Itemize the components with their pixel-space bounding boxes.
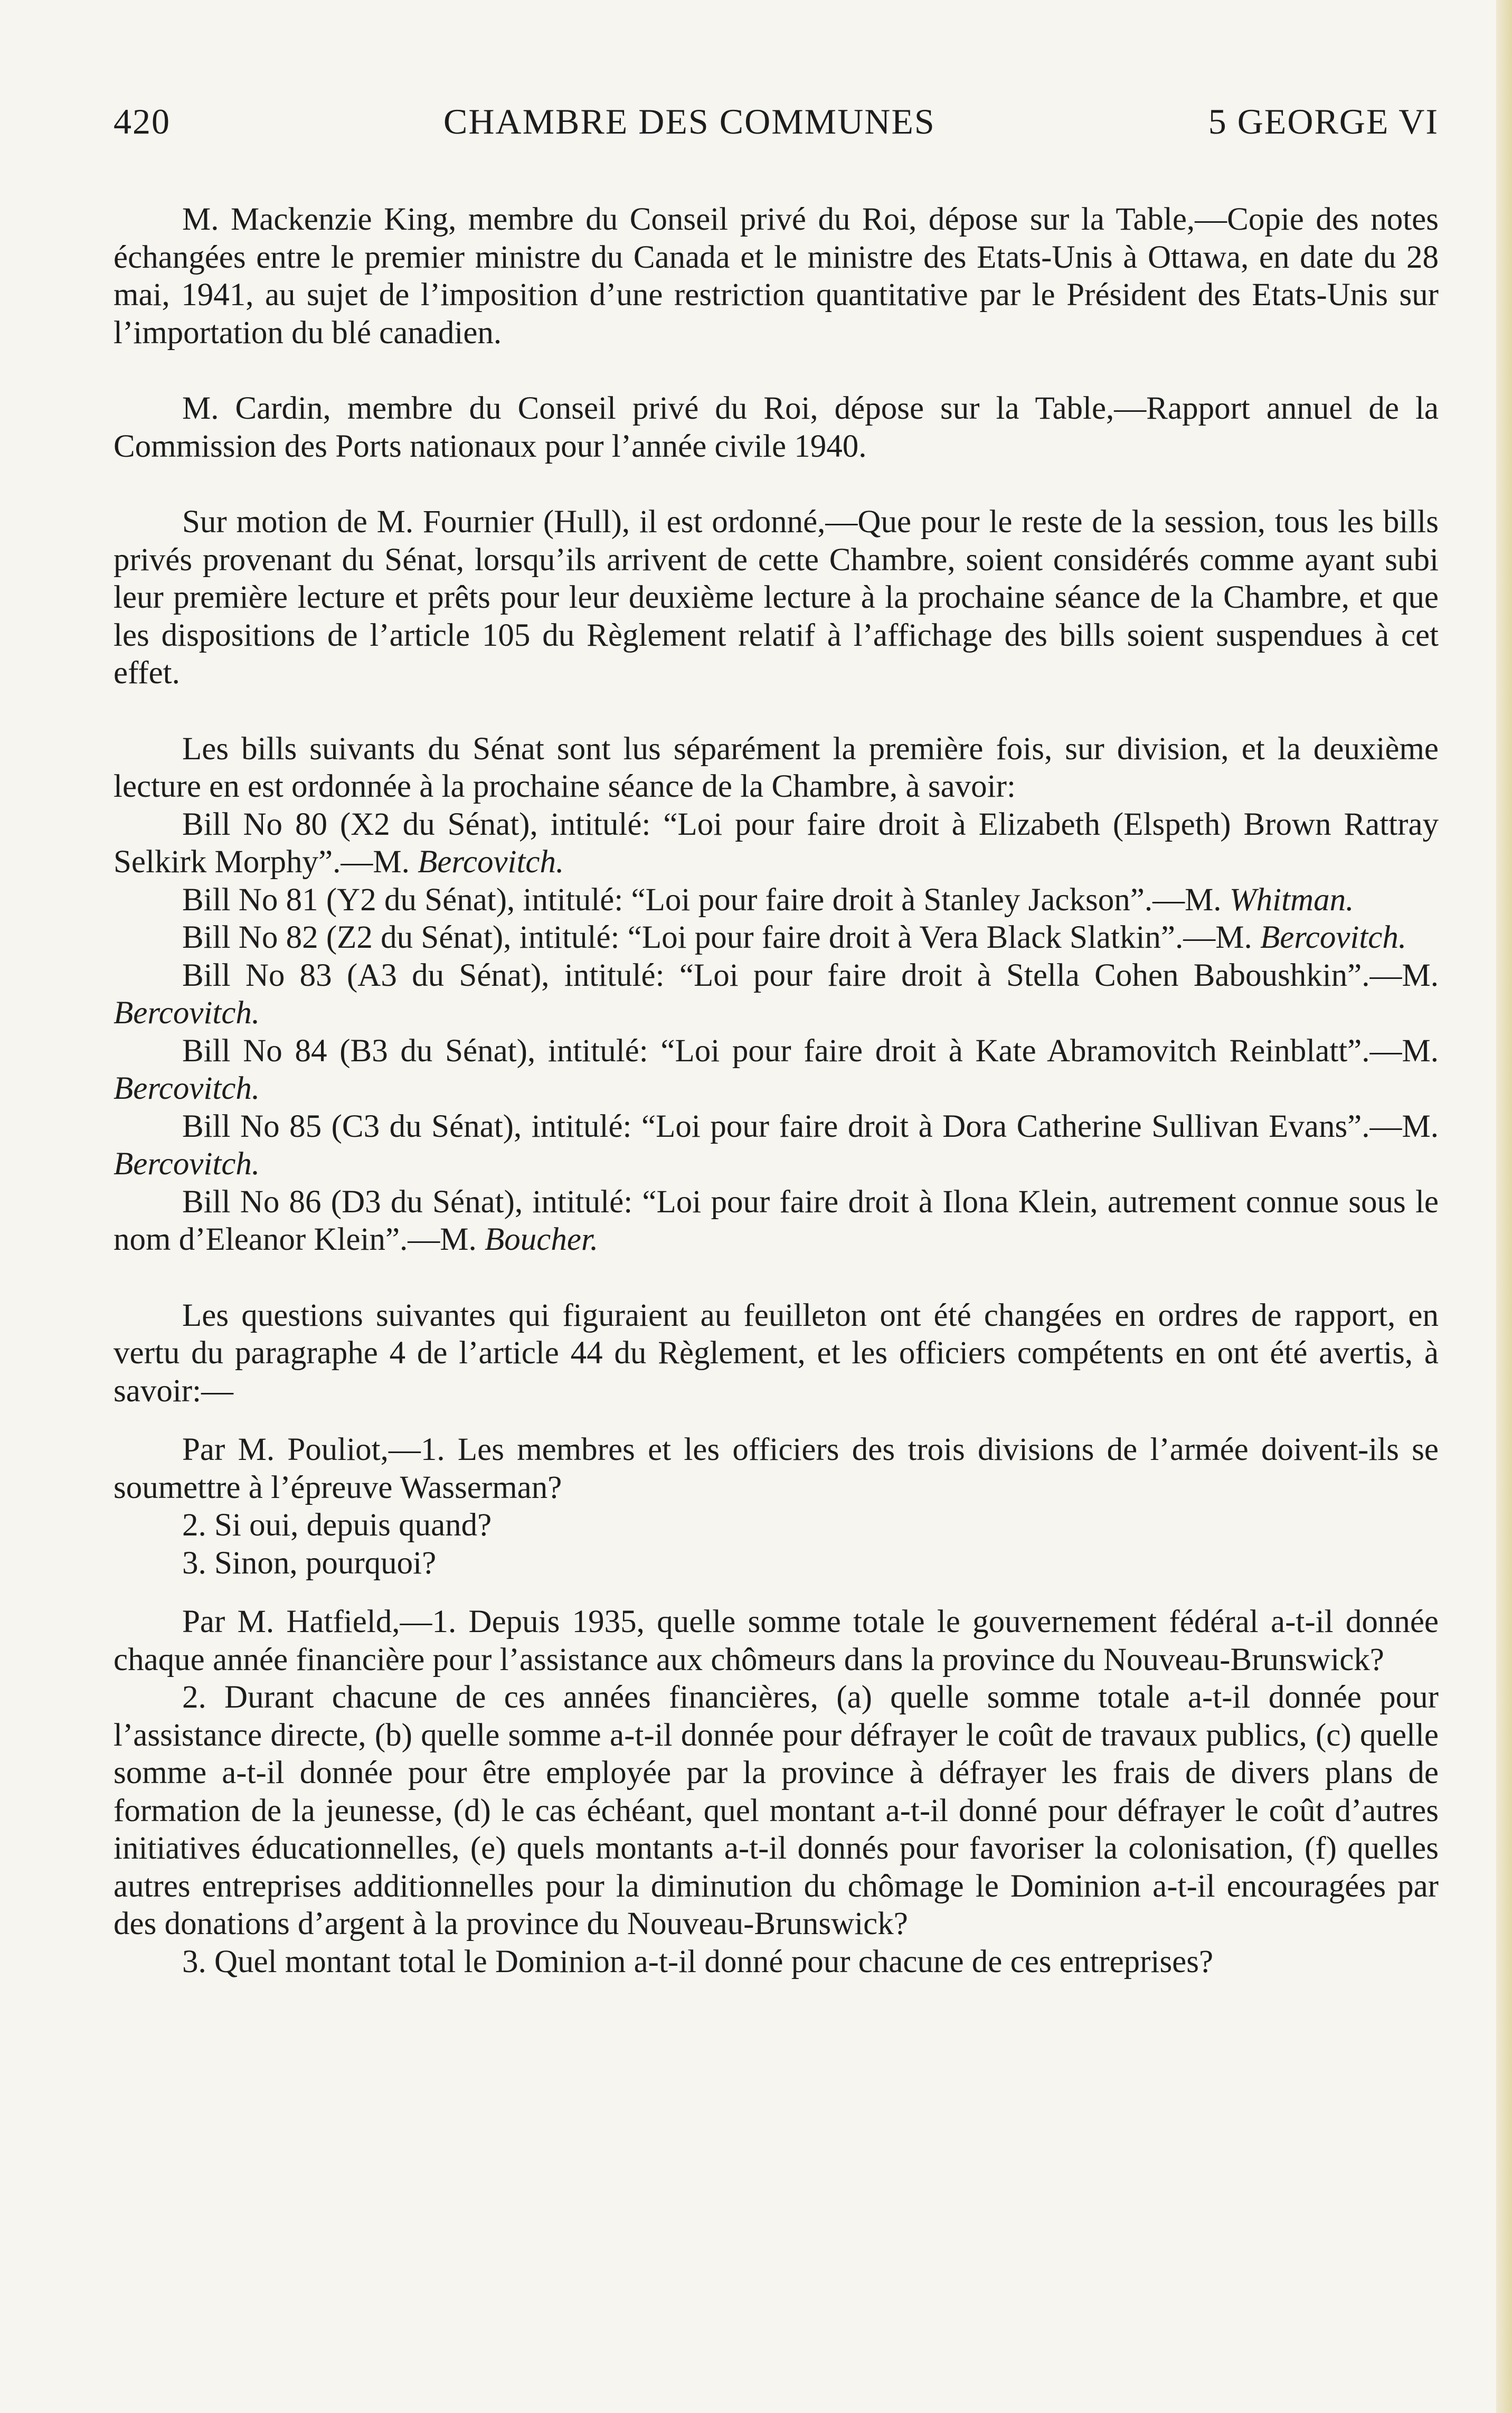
senate-bills-section <box>114 730 1439 1259</box>
question-pouliot-3: 3. Sinon, pourquoi? <box>182 1545 437 1581</box>
tabling-king <box>114 201 1439 352</box>
bill-entry <box>114 881 1439 919</box>
question-hatfield-3: 3. Quel montant total le Dominion a-t-il donné pour chacune de ces entreprises? <box>182 1944 1214 1980</box>
bill-text: Bill No 86 (D3 du Sénat), intitulé: “Loi pour faire droit à Ilona Klein, autrement connue sous le nom d’Eleanor Klein”.—M. <box>114 1184 1439 1257</box>
bill-member: Bercovitch. <box>114 995 260 1031</box>
bill-entry <box>114 1032 1439 1108</box>
bill-text: Bill No 84 (B3 du Sénat), intitulé: “Loi pour faire droit à Kate Abramovitch Reinblatt”.—M. <box>182 1033 1439 1069</box>
paragraph-text: M. Cardin, membre du Conseil privé du Roi, dépose sur la Table,—Rapport annuel de la Commission des Ports nationaux pour l’année civile 1940. <box>114 391 1439 464</box>
bill-entry <box>114 957 1439 1032</box>
page-header <box>114 100 1439 143</box>
bill-entry <box>114 919 1439 957</box>
paragraph-text: M. Mackenzie King, membre du Conseil privé du Roi, dépose sur la Table,—Copie des notes échangées entre le premier ministre du Canada et le ministre des Etats-Unis à Ottawa, en date du 28 mai, 1941, au sujet de l’imposition d’une restriction quantitative par le Président des Etats-Unis sur l’importation du blé canadien. <box>114 202 1439 351</box>
page-number: 420 <box>114 101 171 142</box>
bill-text: Bill No 82 (Z2 du Sénat), intitulé: “Loi pour faire droit à Vera Black Slatkin”.—M. <box>182 920 1260 955</box>
tabling-cardin <box>114 390 1439 465</box>
running-title: CHAMBRE DES COMMUNES <box>443 101 935 142</box>
bill-member: Boucher. <box>485 1222 599 1257</box>
question-pouliot-2: 2. Si oui, depuis quand? <box>182 1507 492 1543</box>
bill-entry <box>114 1108 1439 1183</box>
journal-page <box>114 100 1439 2019</box>
questions-intro: Les questions suivantes qui figuraient au feuilleton ont été changées en ordres de rapport, en vertu du paragraphe 4 de l’article 44 du Règlement, et les officiers compétents en ont été avertis, à savoir:— <box>114 1297 1439 1409</box>
bill-member: Bercovitch. <box>114 1146 260 1182</box>
bill-entry <box>114 806 1439 881</box>
page-edge-shadow <box>1496 0 1512 2413</box>
question-hatfield-2: 2. Durant chacune de ces années financières, (a) quelle somme totale a-t-il donnée pour l’assistance directe, (b) quelle somme a-t-il donnée pour défrayer le coût de travaux publics, (c) quelle somme a-t-il donnée pour être employée par la province à défrayer les frais de divers plans de formation de la jeunesse, (d) le cas échéant, quel montant a-t-il donné pour défrayer le coût d’autres initiatives éducationnelles, (e) quels montants a-t-il donnés pour favoriser la colonisation, (f) quelles autres entreprises additionnelles pour la diminution du chômage le Dominion a-t-il encouragées par des donations d’argent à la province du Nouveau-Brunswick? <box>114 1680 1439 1941</box>
bill-text: Bill No 80 (X2 du Sénat), intitulé: “Loi pour faire droit à Elizabeth (Elspeth) Brown Rattray Selkirk Morphy”.—M. <box>114 806 1439 880</box>
session-label: 5 GEORGE VI <box>1208 101 1439 142</box>
bill-member: Bercovitch. <box>418 844 564 880</box>
bill-text: Bill No 85 (C3 du Sénat), intitulé: “Loi pour faire droit à Dora Catherine Sullivan Evans”.—M. <box>182 1108 1439 1144</box>
bill-text: Bill No 81 (Y2 du Sénat), intitulé: “Loi pour faire droit à Stanley Jackson”.—M. <box>182 882 1230 918</box>
questions-section <box>114 1297 1439 1981</box>
question-hatfield-1: Par M. Hatfield,—1. Depuis 1935, quelle somme totale le gouvernement fédéral a-t-il donnée chaque année financière pour l’assistance aux chômeurs dans la province du Nouveau-Brunswick? <box>114 1604 1439 1677</box>
paragraph-text: Les bills suivants du Sénat sont lus séparément la première fois, sur division, et la deuxième lecture en est ordonnée à la prochaine séance de la Chambre, à savoir: <box>114 731 1439 804</box>
motion-fournier <box>114 503 1439 692</box>
bill-member: Bercovitch. <box>1260 920 1407 955</box>
bill-text: Bill No 83 (A3 du Sénat), intitulé: “Loi pour faire droit à Stella Cohen Baboushkin”.—M. <box>182 957 1439 993</box>
bill-member: Whitman. <box>1229 882 1354 918</box>
bill-member: Bercovitch. <box>114 1071 260 1106</box>
question-pouliot-1: Par M. Pouliot,—1. Les membres et les officiers des trois divisions de l’armée doivent-ils se soumettre à l’épreuve Wasserman? <box>114 1432 1439 1505</box>
paragraph-text: Sur motion de M. Fournier (Hull), il est ordonné,—Que pour le reste de la session, tous les bills privés provenant du Sénat, lorsqu’ils arrivent de cette Chambre, soient considérés comme ayant subi leur première lecture et prêts pour leur deuxième lecture à la prochaine séance de la Chambre, et que les dispositions de l’article 105 du Règlement relatif à l’affichage des bills soient suspendues à cet effet. <box>114 504 1439 691</box>
bill-entry <box>114 1183 1439 1259</box>
